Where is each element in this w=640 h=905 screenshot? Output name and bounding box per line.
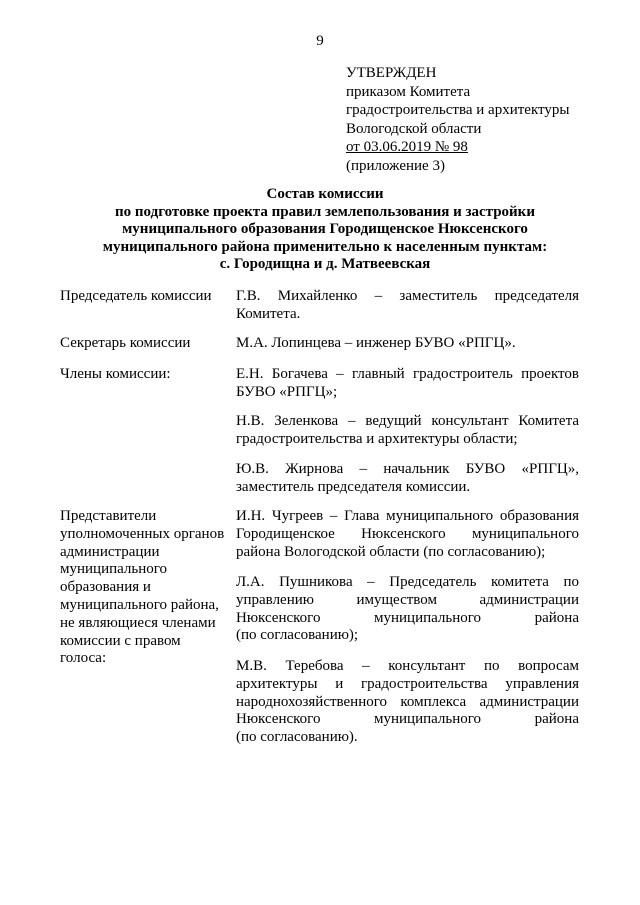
entry-line: М.В. Теребова – консультант по вопросам	[236, 658, 579, 674]
approval-date: от 03.06.2019 № 98	[346, 139, 468, 155]
label-line: муниципального района,	[60, 596, 219, 613]
label-line: комиссии с правом	[60, 632, 181, 649]
document-heading	[60, 186, 590, 274]
approval-appendix: (приложение 3)	[346, 157, 445, 174]
approval-line: приказом Комитета	[346, 83, 471, 100]
approval-title: УТВЕРЖДЕН	[346, 65, 437, 81]
entry-line: Е.Н. Богачева – главный градостроитель проектов	[236, 366, 579, 382]
member-entry	[236, 461, 579, 497]
label-line: муниципального	[60, 561, 168, 578]
heading-line: по подготовке проекта правил землепользования и застройки	[115, 203, 535, 220]
representative-entry	[236, 574, 579, 645]
entry-line: Комитета.	[236, 305, 301, 322]
chairman-label: Председатель комиссии	[60, 288, 212, 304]
approval-line: Вологодской области	[346, 120, 482, 137]
label-line: не являющиеся членами	[60, 614, 216, 631]
entry-line: района Вологодской области (по согласованию);	[236, 543, 546, 560]
entry-line: Нюксенского муниципального района	[236, 711, 579, 728]
entry-line: народнохозяйственного комплекса администрации	[236, 693, 579, 710]
entry-line: градостроительства и архитектуры области;	[236, 430, 518, 447]
label-line: уполномоченных органов	[60, 525, 225, 542]
approval-stamp	[346, 64, 569, 175]
approval-line: градостроительства и архитектуры	[346, 102, 570, 118]
chairman-entry	[236, 288, 579, 324]
label-line: образования и	[60, 579, 151, 596]
representative-entry	[236, 508, 579, 561]
heading-line: муниципального района применительно к населенным пунктам:	[102, 238, 548, 255]
label-line: администрации	[60, 543, 160, 560]
entry-line: Г.В. Михайленко – заместитель председателя	[236, 288, 579, 304]
heading-line: Состав комиссии	[266, 186, 384, 202]
entry-line: Н.В. Зеленкова – ведущий консультант Комитета	[236, 413, 579, 429]
page-number: 9	[316, 33, 324, 49]
entry-line: заместитель председателя комиссии.	[236, 478, 471, 495]
entry-line: И.Н. Чугреев – Глава муниципального образования	[236, 508, 579, 524]
member-entry	[236, 413, 579, 449]
entry-line: М.А. Лопинцева – инженер БУВО «РПГЦ».	[236, 335, 516, 351]
representatives-label	[60, 508, 224, 668]
entry-line: управлению имуществом администрации	[236, 591, 579, 608]
entry-line: (по согласованию);	[236, 627, 359, 644]
representative-entry	[236, 658, 579, 747]
entry-line: Л.А. Пушникова – Председатель комитета по	[236, 574, 579, 590]
entry-line: Нюксенского муниципального района	[236, 609, 579, 626]
heading-line: муниципального образования Городищенское Нюксенского	[122, 221, 528, 238]
secretary-entry	[236, 335, 579, 353]
label-line: Представители	[60, 508, 157, 524]
entry-line: (по согласованию).	[236, 729, 358, 746]
members-label: Члены комиссии:	[60, 366, 171, 382]
label-line: голоса:	[60, 650, 107, 667]
entry-line: БУВО «РПГЦ»;	[236, 383, 338, 400]
member-entry	[236, 366, 579, 402]
entry-line: Ю.В. Жирнова – начальник БУВО «РПГЦ»,	[236, 461, 579, 477]
entry-line: Городищенское Нюксенского муниципального	[236, 525, 579, 542]
entry-line: архитектуры и градостроительства управления	[236, 675, 579, 692]
heading-line: с. Городищна и д. Матвеевская	[219, 256, 431, 273]
secretary-label: Секретарь комиссии	[60, 335, 191, 351]
